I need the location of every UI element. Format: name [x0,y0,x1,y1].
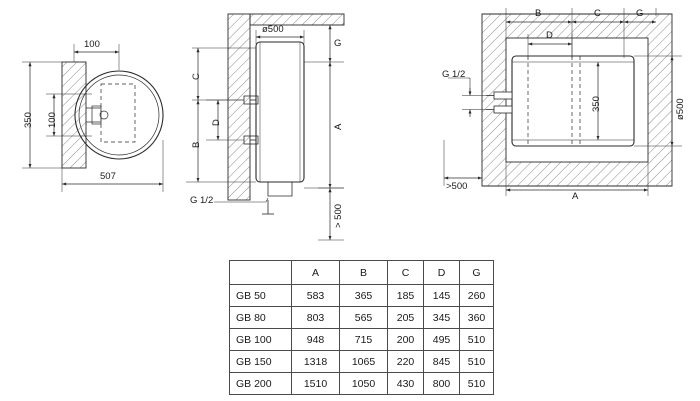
label-thread-g12: G 1/2 [190,195,214,206]
table-cell-a: 1318 [292,351,340,373]
table-cell-c: 220 [388,351,424,373]
label-dim-100-left: 100 [47,112,58,128]
label-dia-500-2: ø500 [675,98,686,120]
table-cell-model: GB 80 [230,307,292,329]
label-dim-G2: G [636,8,644,19]
label-dim-350-left: 350 [23,112,34,128]
label-dim-C: C [191,73,202,80]
table-cell-c: 205 [388,307,424,329]
table-header-row [230,261,494,285]
table-cell-d: 145 [424,285,460,307]
dimension-table [229,260,494,395]
table-cell-a: 1510 [292,373,340,395]
label-dia-500: ø500 [262,24,284,35]
table-header-g: G [460,261,494,285]
label-clearance-500-2: >500 [446,181,468,192]
label-dim-G: G [334,38,342,49]
label-dim-C2: C [594,8,601,19]
table-header-model [230,261,292,285]
table-row [230,329,494,351]
table-cell-g: 260 [460,285,494,307]
table-row [230,351,494,373]
table-cell-a: 803 [292,307,340,329]
table-cell-g: 510 [460,373,494,395]
table-cell-d: 845 [424,351,460,373]
table-cell-b: 1065 [340,351,388,373]
table-header-c: C [388,261,424,285]
table-header-d: D [424,261,460,285]
label-dim-A: A [333,123,344,130]
table-cell-a: 583 [292,285,340,307]
table-header-a: A [292,261,340,285]
table-cell-b: 715 [340,329,388,351]
table-cell-g: 510 [460,351,494,373]
table-cell-c: 430 [388,373,424,395]
table-cell-b: 1050 [340,373,388,395]
table-cell-d: 345 [424,307,460,329]
table-cell-d: 495 [424,329,460,351]
table-row [230,285,494,307]
table-header-b: B [340,261,388,285]
label-dim-A2: A [572,191,579,202]
table-cell-b: 365 [340,285,388,307]
label-dim-D: D [211,119,222,126]
table-cell-d: 800 [424,373,460,395]
label-dim-507-bottom: 507 [100,171,116,182]
label-dim-D2: D [546,30,553,41]
table-row [230,373,494,395]
table-cell-a: 948 [292,329,340,351]
label-dim-B: B [191,141,202,148]
label-clearance-500: > 500 [333,203,344,228]
table-cell-model: GB 150 [230,351,292,373]
table-cell-model: GB 50 [230,285,292,307]
table-cell-b: 565 [340,307,388,329]
label-thread-g12-2: G 1/2 [442,69,466,80]
table-cell-g: 360 [460,307,494,329]
table-cell-model: GB 200 [230,373,292,395]
table-row [230,307,494,329]
label-dim-350-2: 350 [591,96,602,112]
table-cell-model: GB 100 [230,329,292,351]
label-dim-B2: B [535,8,542,19]
label-dim-100-top: 100 [84,39,100,50]
table-cell-g: 510 [460,329,494,351]
table-cell-c: 185 [388,285,424,307]
table-cell-c: 200 [388,329,424,351]
